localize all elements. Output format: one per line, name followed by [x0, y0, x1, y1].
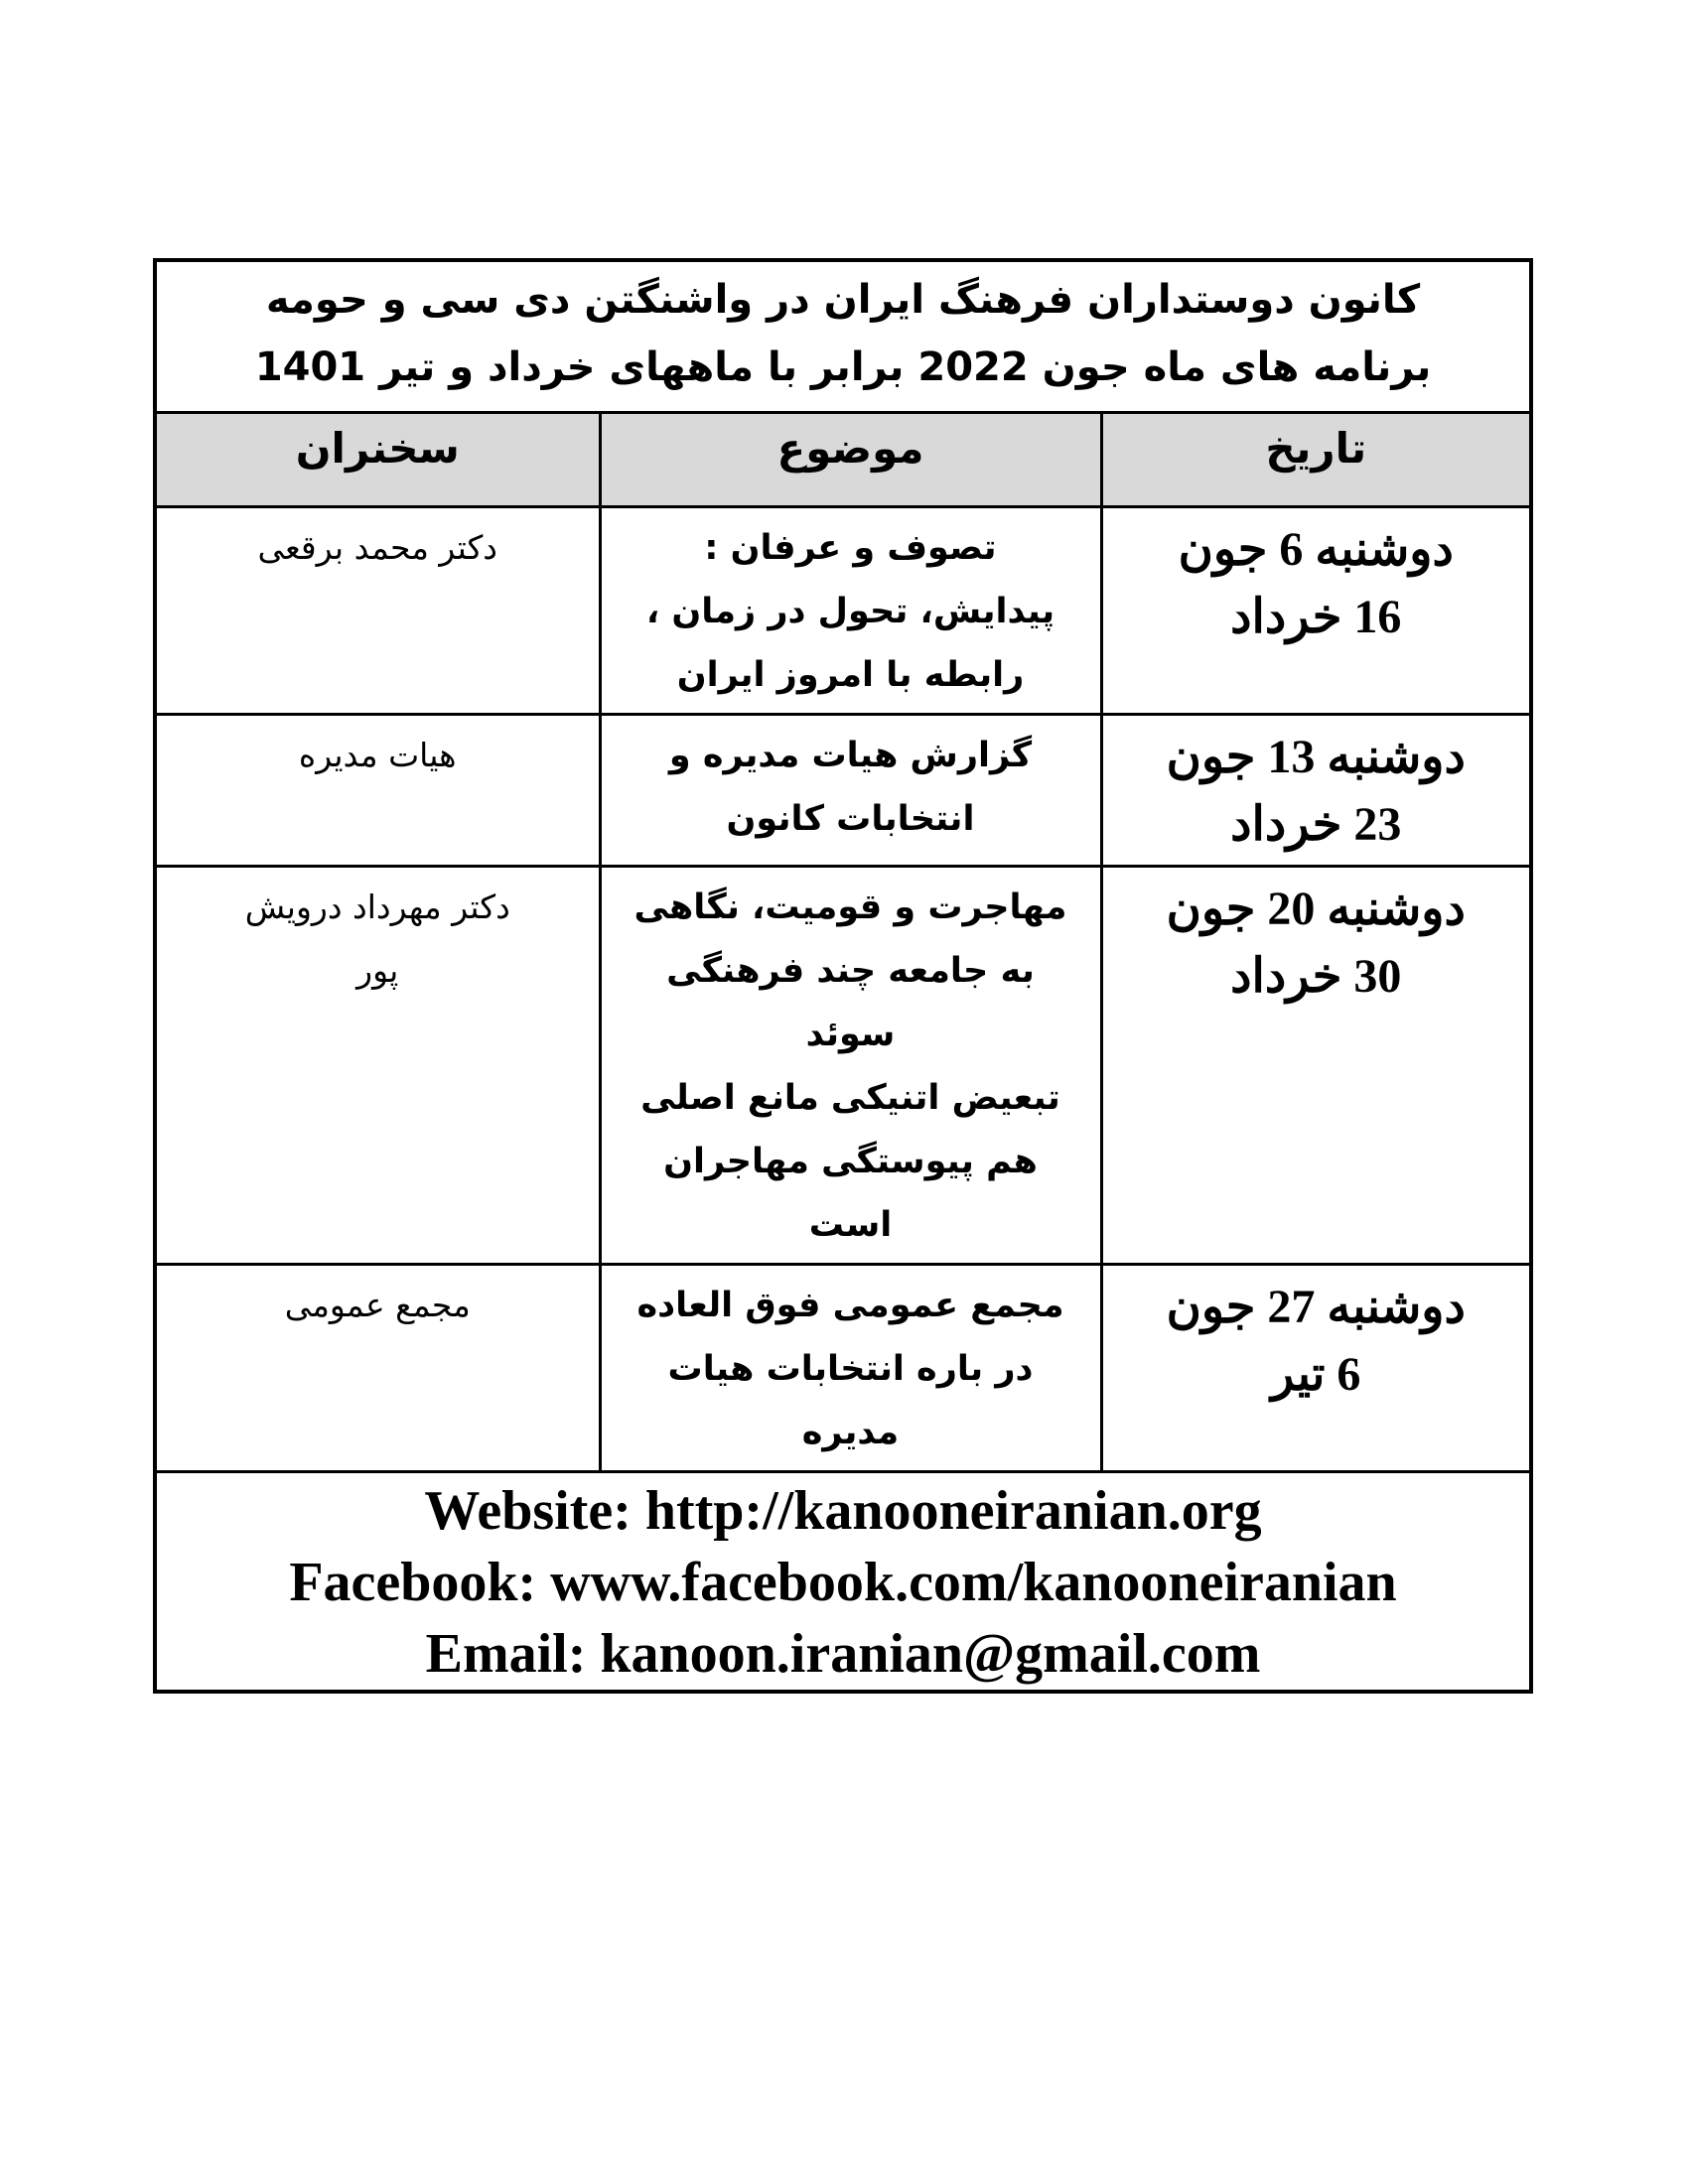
email-link[interactable]: Email: kanoon.iranian@gmail.com — [425, 1623, 1261, 1685]
speaker-cell — [155, 1265, 600, 1472]
date-cell — [1101, 1265, 1531, 1472]
table-row — [155, 715, 1531, 867]
speaker-cell — [155, 867, 600, 1265]
document-title — [155, 260, 1531, 413]
date-line: دوشنبه 27 جون — [1166, 1281, 1466, 1333]
topic-line: تبعیض اتنیکی مانع اصلی — [640, 1078, 1060, 1118]
speaker-line: دکتر محمد برقعی — [257, 528, 498, 567]
date-line: 16 خرداد — [1230, 591, 1402, 643]
header-speakers: سخنران — [155, 413, 600, 507]
speaker-line: دکتر مهرداد درویش — [244, 887, 510, 926]
topic-line: انتخابات کانون — [726, 799, 975, 839]
date-line: 30 خرداد — [1230, 950, 1402, 1003]
footer-row — [155, 1472, 1531, 1693]
contact-info — [155, 1472, 1531, 1693]
date-line: دوشنبه 6 جون — [1178, 523, 1454, 576]
date-cell — [1101, 507, 1531, 715]
topic-line: گزارش هیات مدیره و — [668, 736, 1033, 775]
header-topic: موضوع — [600, 413, 1101, 507]
topic-line: هم پیوستگی مهاجران — [663, 1142, 1038, 1181]
speaker-cell — [155, 715, 600, 867]
header-row — [155, 413, 1531, 507]
program-table — [153, 258, 1533, 1694]
date-line: 23 خرداد — [1230, 798, 1402, 851]
topic-line: در باره انتخابات هیات — [667, 1349, 1034, 1389]
date-line: 6 تیر — [1271, 1348, 1361, 1401]
topic-line: پیدایش، تحول در زمان ، — [645, 592, 1055, 631]
topic-cell — [600, 1265, 1101, 1472]
topic-line: است — [808, 1205, 893, 1245]
date-line: دوشنبه 13 جون — [1166, 731, 1466, 783]
topic-line: مهاجرت و قومیت، نگاهی — [633, 887, 1067, 927]
date-cell — [1101, 715, 1531, 867]
topic-line: سوئد — [805, 1015, 896, 1054]
speaker-line: هیات مدیره — [298, 736, 457, 774]
header-date: تاریخ — [1101, 413, 1531, 507]
table-row — [155, 867, 1531, 1265]
topic-line: مجمع عمومی فوق العاده — [636, 1286, 1064, 1325]
table-row — [155, 1265, 1531, 1472]
date-cell — [1101, 867, 1531, 1265]
topic-cell — [600, 867, 1101, 1265]
date-line: دوشنبه 20 جون — [1166, 883, 1466, 935]
title-row — [155, 260, 1531, 413]
title-line-2: برنامه های ماه جون 2022 برابر با ماههای خرداد و تیر 1401 — [254, 344, 1432, 390]
topic-line: به جامعه چند فرهنگی — [666, 951, 1035, 991]
website-link[interactable]: Website: http://kanooneiranian.org — [424, 1480, 1262, 1542]
topic-line: تصوف و عرفان : — [704, 528, 997, 568]
topic-line: مدیره — [801, 1413, 900, 1452]
facebook-link[interactable]: Facebook: www.facebook.com/kanooneiranian — [289, 1552, 1397, 1613]
topic-line: رابطه با امروز ایران — [676, 655, 1025, 695]
table-row — [155, 507, 1531, 715]
topic-cell — [600, 507, 1101, 715]
speaker-cell — [155, 507, 600, 715]
speaker-line: پور — [356, 951, 399, 990]
title-line-1: کانون دوستداران فرهنگ ایران در واشنگتن دی سی و حومه — [265, 277, 1421, 323]
topic-cell — [600, 715, 1101, 867]
speaker-line: مجمع عمومی — [284, 1286, 471, 1324]
